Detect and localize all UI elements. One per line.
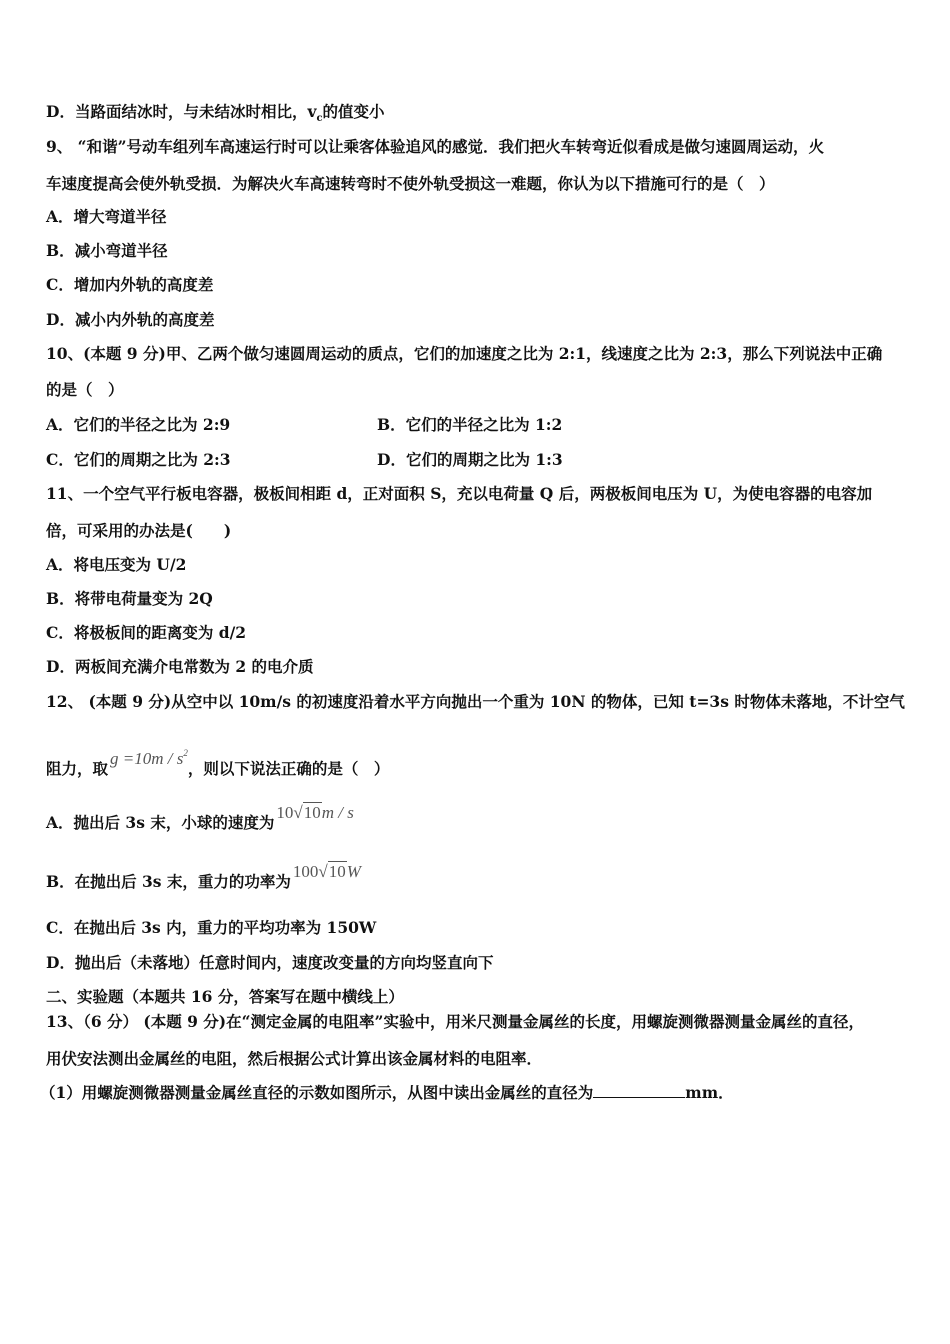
q8-option-d: D．当路面结冰时，与未结冰时相比，$v_c$的值变小 <box>46 102 385 125</box>
q13-stem-line1: 13、（6 分） (本题 9 分)在“测定金属的电阻率”实验中，用米尺测量金属丝的长度，用螺旋测微器测量金属丝的直径， <box>46 1012 864 1031</box>
q11-option-c: C．将极板间的距离变为 d/2 <box>46 623 247 642</box>
q11-option-b: B．将带电荷量变为 2Q <box>46 589 213 608</box>
q10-option-c: C．它们的周期之比为 2:3 <box>46 450 231 469</box>
q11-stem-line2: 倍，可采用的办法是( ) <box>46 521 232 540</box>
q11-stem-line1: 11、一个空气平行板电容器，极板间相距 d，正对面积 S，充以电荷量 Q 后，两极板间电压为 U，为使电容器的电容加 <box>46 484 873 503</box>
q12-option-d: D．抛出后（未落地）任意时间内，速度改变量的方向均竖直向下 <box>46 953 494 972</box>
answer-blank[interactable] <box>593 1083 685 1098</box>
section-heading: 二、实验题（本题共 16 分，答案写在题中横线上） <box>46 987 404 1006</box>
q9-option-a: A．增大弯道半径 <box>46 207 167 226</box>
q10-stem-line2: 的是（ ） <box>46 380 124 399</box>
q9-option-b: B．减小弯道半径 <box>46 241 168 260</box>
velocity-formula: 10√10m / s <box>276 803 354 822</box>
q10-stem-line1: 10、(本题 9 分)甲、乙两个做匀速圆周运动的质点，它们的加速度之比为 2:1，线速度之比为 2:3，那么下列说法中正确 <box>46 344 883 363</box>
g-formula: $g =10m / s^2$ <box>110 748 188 768</box>
q13-subquestion-1: （1）用螺旋测微器测量金属丝直径的示数如图所示，从图中读出金属丝的直径为 mm． <box>40 1083 734 1102</box>
q11-option-a: A．将电压变为 U/2 <box>46 555 187 574</box>
q12-stem-line2: 阻力，取$g =10m / s^2$，则以下说法正确的是（ ） <box>46 753 389 779</box>
q10-option-b: B．它们的半径之比为 1:2 <box>377 415 563 434</box>
q12-option-c: C．在抛出后 3s 内，重力的平均功率为 150W <box>46 918 377 937</box>
q11-option-d: D．两板间充满介电常数为 2 的电介质 <box>46 657 314 676</box>
power-formula: 100√10W <box>292 862 361 881</box>
q12-stem-line1: 12、 (本题 9 分)从空中以 10m/s 的初速度沿着水平方向抛出一个重为 10N 的物体，已知 t=3s 时物体未落地，不计空气 <box>46 692 905 711</box>
q13-stem-line2: 用伏安法测出金属丝的电阻，然后根据公式计算出该金属材料的电阻率． <box>46 1049 543 1068</box>
q12-option-a: A．抛出后 3s 末，小球的速度为10√10m / s <box>46 803 354 832</box>
q10-option-d: D．它们的周期之比为 1:3 <box>377 450 563 469</box>
q12-option-b: B．在抛出后 3s 末，重力的功率为100√10W <box>46 862 361 891</box>
q9-option-d: D．减小内外轨的高度差 <box>46 310 215 329</box>
q9-stem-line1: 9、 “和谐”号动车组列车高速运行时可以让乘客体验追风的感觉．我们把火车转弯近似看成是做匀速圆周运动，火 <box>46 137 825 156</box>
q9-stem-line2: 车速度提高会使外轨受损．为解决火车高速转弯时不使外轨受损这一难题，你认为以下措施可行的是（ ） <box>46 174 775 193</box>
q10-option-a: A．它们的半径之比为 2:9 <box>46 415 231 434</box>
q9-option-c: C．增加内外轨的高度差 <box>46 275 214 294</box>
